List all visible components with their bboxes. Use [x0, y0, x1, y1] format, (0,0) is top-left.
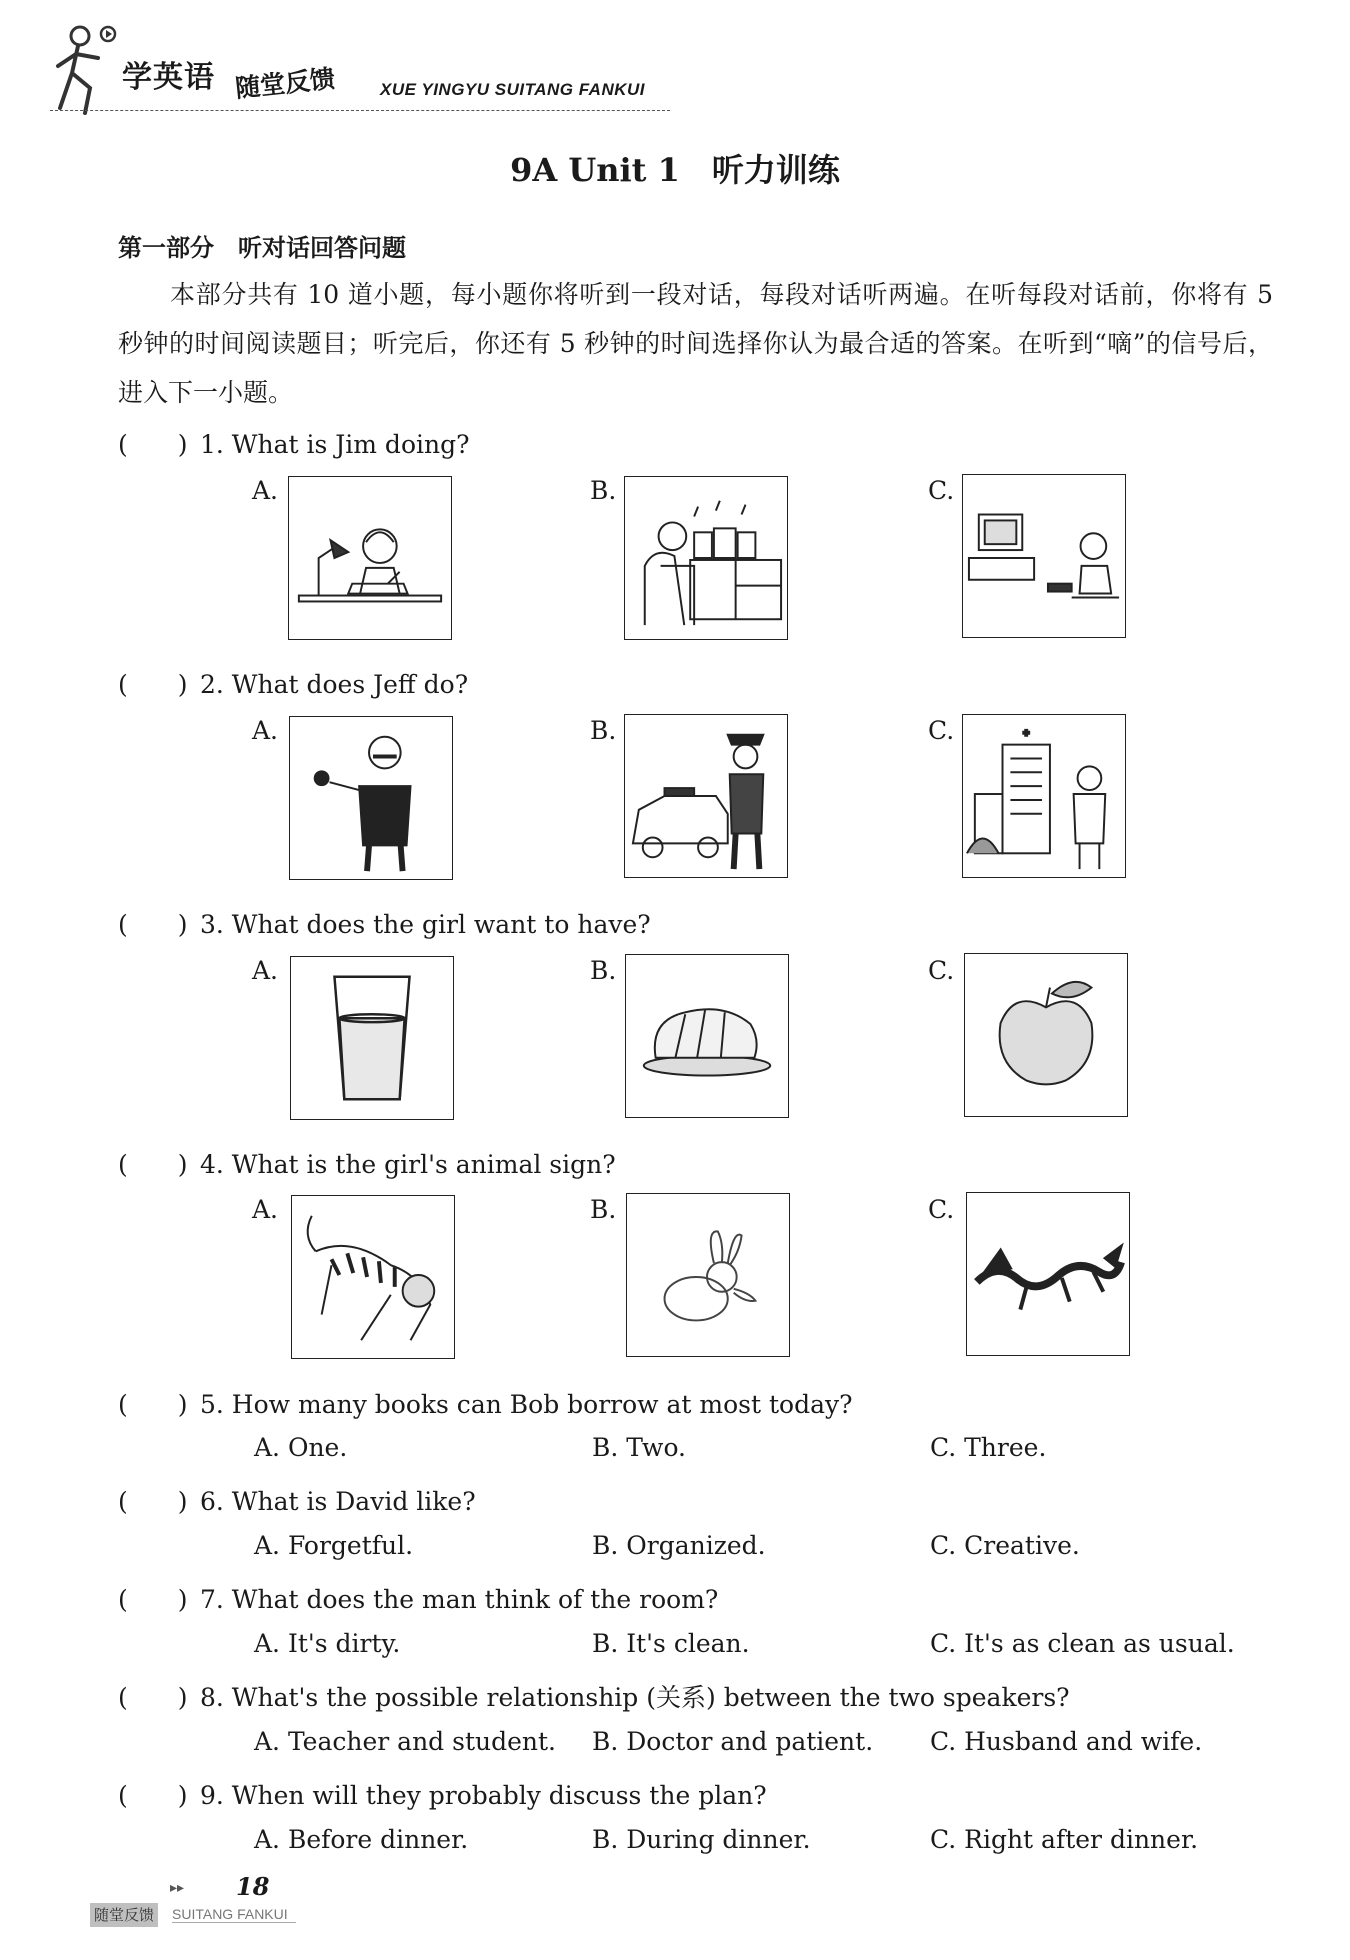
- option-label: B.: [590, 716, 617, 745]
- option-b[interactable]: B. It's clean.: [592, 1629, 750, 1658]
- option-c[interactable]: C. It's as clean as usual.: [930, 1629, 1235, 1658]
- answer-blank[interactable]: ( ): [118, 910, 188, 939]
- footer-pinyin: SUITANG FANKUI: [172, 1906, 296, 1923]
- option-image-dragon[interactable]: [966, 1192, 1130, 1356]
- question-text: 4. What is the girl's animal sign?: [200, 1150, 616, 1179]
- question-3: [118, 905, 651, 941]
- question-text: 7. What does the man think of the room?: [200, 1585, 719, 1614]
- brand-title: 学英语: [122, 60, 215, 95]
- option-image-doctor[interactable]: [962, 714, 1126, 878]
- answer-blank[interactable]: ( ): [118, 1390, 188, 1419]
- option-label: A.: [252, 476, 279, 505]
- question-5: [118, 1385, 853, 1421]
- option-label: A.: [252, 956, 279, 985]
- question-text: 8. What's the possible relationship (关系) between the two speakers?: [200, 1683, 1070, 1712]
- option-image-water[interactable]: [290, 956, 454, 1120]
- option-a[interactable]: A. It's dirty.: [254, 1629, 401, 1658]
- answer-blank[interactable]: ( ): [118, 1781, 188, 1810]
- option-image-apple[interactable]: [964, 953, 1128, 1117]
- option-image-tv[interactable]: [962, 474, 1126, 638]
- option-image-police[interactable]: [624, 714, 788, 878]
- option-c[interactable]: C. Right after dinner.: [930, 1825, 1199, 1854]
- runner-logo-icon: [50, 18, 130, 118]
- option-a[interactable]: A. Forgetful.: [254, 1531, 414, 1560]
- option-b[interactable]: B. Organized.: [592, 1531, 766, 1560]
- question-text: 5. How many books can Bob borrow at most today?: [200, 1390, 853, 1419]
- option-image-tiger[interactable]: [291, 1195, 455, 1359]
- option-c[interactable]: C. Three.: [930, 1433, 1047, 1462]
- page-number: 18: [236, 1872, 270, 1901]
- question-9: [118, 1776, 767, 1812]
- question-6: [118, 1482, 476, 1518]
- section-heading: 第一部分 听对话回答问题: [118, 234, 406, 262]
- option-a[interactable]: A. Before dinner.: [254, 1825, 469, 1854]
- option-c[interactable]: C. Creative.: [930, 1531, 1080, 1560]
- answer-blank[interactable]: ( ): [118, 670, 188, 699]
- question-7: [118, 1580, 718, 1616]
- option-image-bread[interactable]: [625, 954, 789, 1118]
- question-text: 2. What does Jeff do?: [200, 670, 469, 699]
- header-divider: [50, 110, 670, 111]
- question-1: [118, 425, 470, 461]
- section-instructions: 本部分共有 10 道小题，每小题你将听到一段对话，每段对话听两遍。在听每段对话前，你将有 5 秒钟的时间阅读题目；听完后，你还有 5 秒钟的时间选择你认为最合适的答案。在听到“嘀”的信号后，进入下一小题。: [118, 280, 1273, 407]
- answer-blank[interactable]: ( ): [118, 430, 188, 459]
- option-a[interactable]: A. One.: [254, 1433, 348, 1462]
- question-text: 1. What is Jim doing?: [200, 430, 470, 459]
- option-image-reporter[interactable]: [289, 716, 453, 880]
- question-text: 3. What does the girl want to have?: [200, 910, 651, 939]
- option-label: C.: [928, 476, 955, 505]
- brand-pinyin: XUE YINGYU SUITANG FANKUI: [380, 80, 646, 99]
- option-label: C.: [928, 1195, 955, 1224]
- option-a[interactable]: A. Teacher and student.: [254, 1727, 557, 1756]
- option-image-studying[interactable]: [288, 476, 452, 640]
- answer-blank[interactable]: ( ): [118, 1487, 188, 1516]
- option-label: B.: [590, 956, 617, 985]
- option-label: A.: [252, 1195, 279, 1224]
- footer-label: 随堂反馈: [90, 1903, 158, 1927]
- option-label: C.: [928, 716, 955, 745]
- page-title: 9A Unit 1 听力训练: [510, 151, 840, 189]
- question-8: [118, 1678, 1070, 1714]
- question-text: 6. What is David like?: [200, 1487, 476, 1516]
- question-text: 9. When will they probably discuss the plan?: [200, 1781, 767, 1810]
- answer-blank[interactable]: ( ): [118, 1585, 188, 1614]
- question-4: [118, 1145, 616, 1181]
- option-b[interactable]: B. Two.: [592, 1433, 687, 1462]
- footer-arrow-icon: ▸▸: [170, 1880, 185, 1896]
- option-b[interactable]: B. During dinner.: [592, 1825, 811, 1854]
- brand-subtitle: 随堂反馈: [233, 63, 337, 104]
- option-label: A.: [252, 716, 279, 745]
- option-label: B.: [590, 1195, 617, 1224]
- page-header: [50, 18, 690, 128]
- question-2: [118, 665, 468, 701]
- option-b[interactable]: B. Doctor and patient.: [592, 1727, 874, 1756]
- answer-blank[interactable]: ( ): [118, 1683, 188, 1712]
- answer-blank[interactable]: ( ): [118, 1150, 188, 1179]
- option-image-rabbit[interactable]: [626, 1193, 790, 1357]
- option-label: B.: [590, 476, 617, 505]
- option-image-music[interactable]: [624, 476, 788, 640]
- option-c[interactable]: C. Husband and wife.: [930, 1727, 1203, 1756]
- option-label: C.: [928, 956, 955, 985]
